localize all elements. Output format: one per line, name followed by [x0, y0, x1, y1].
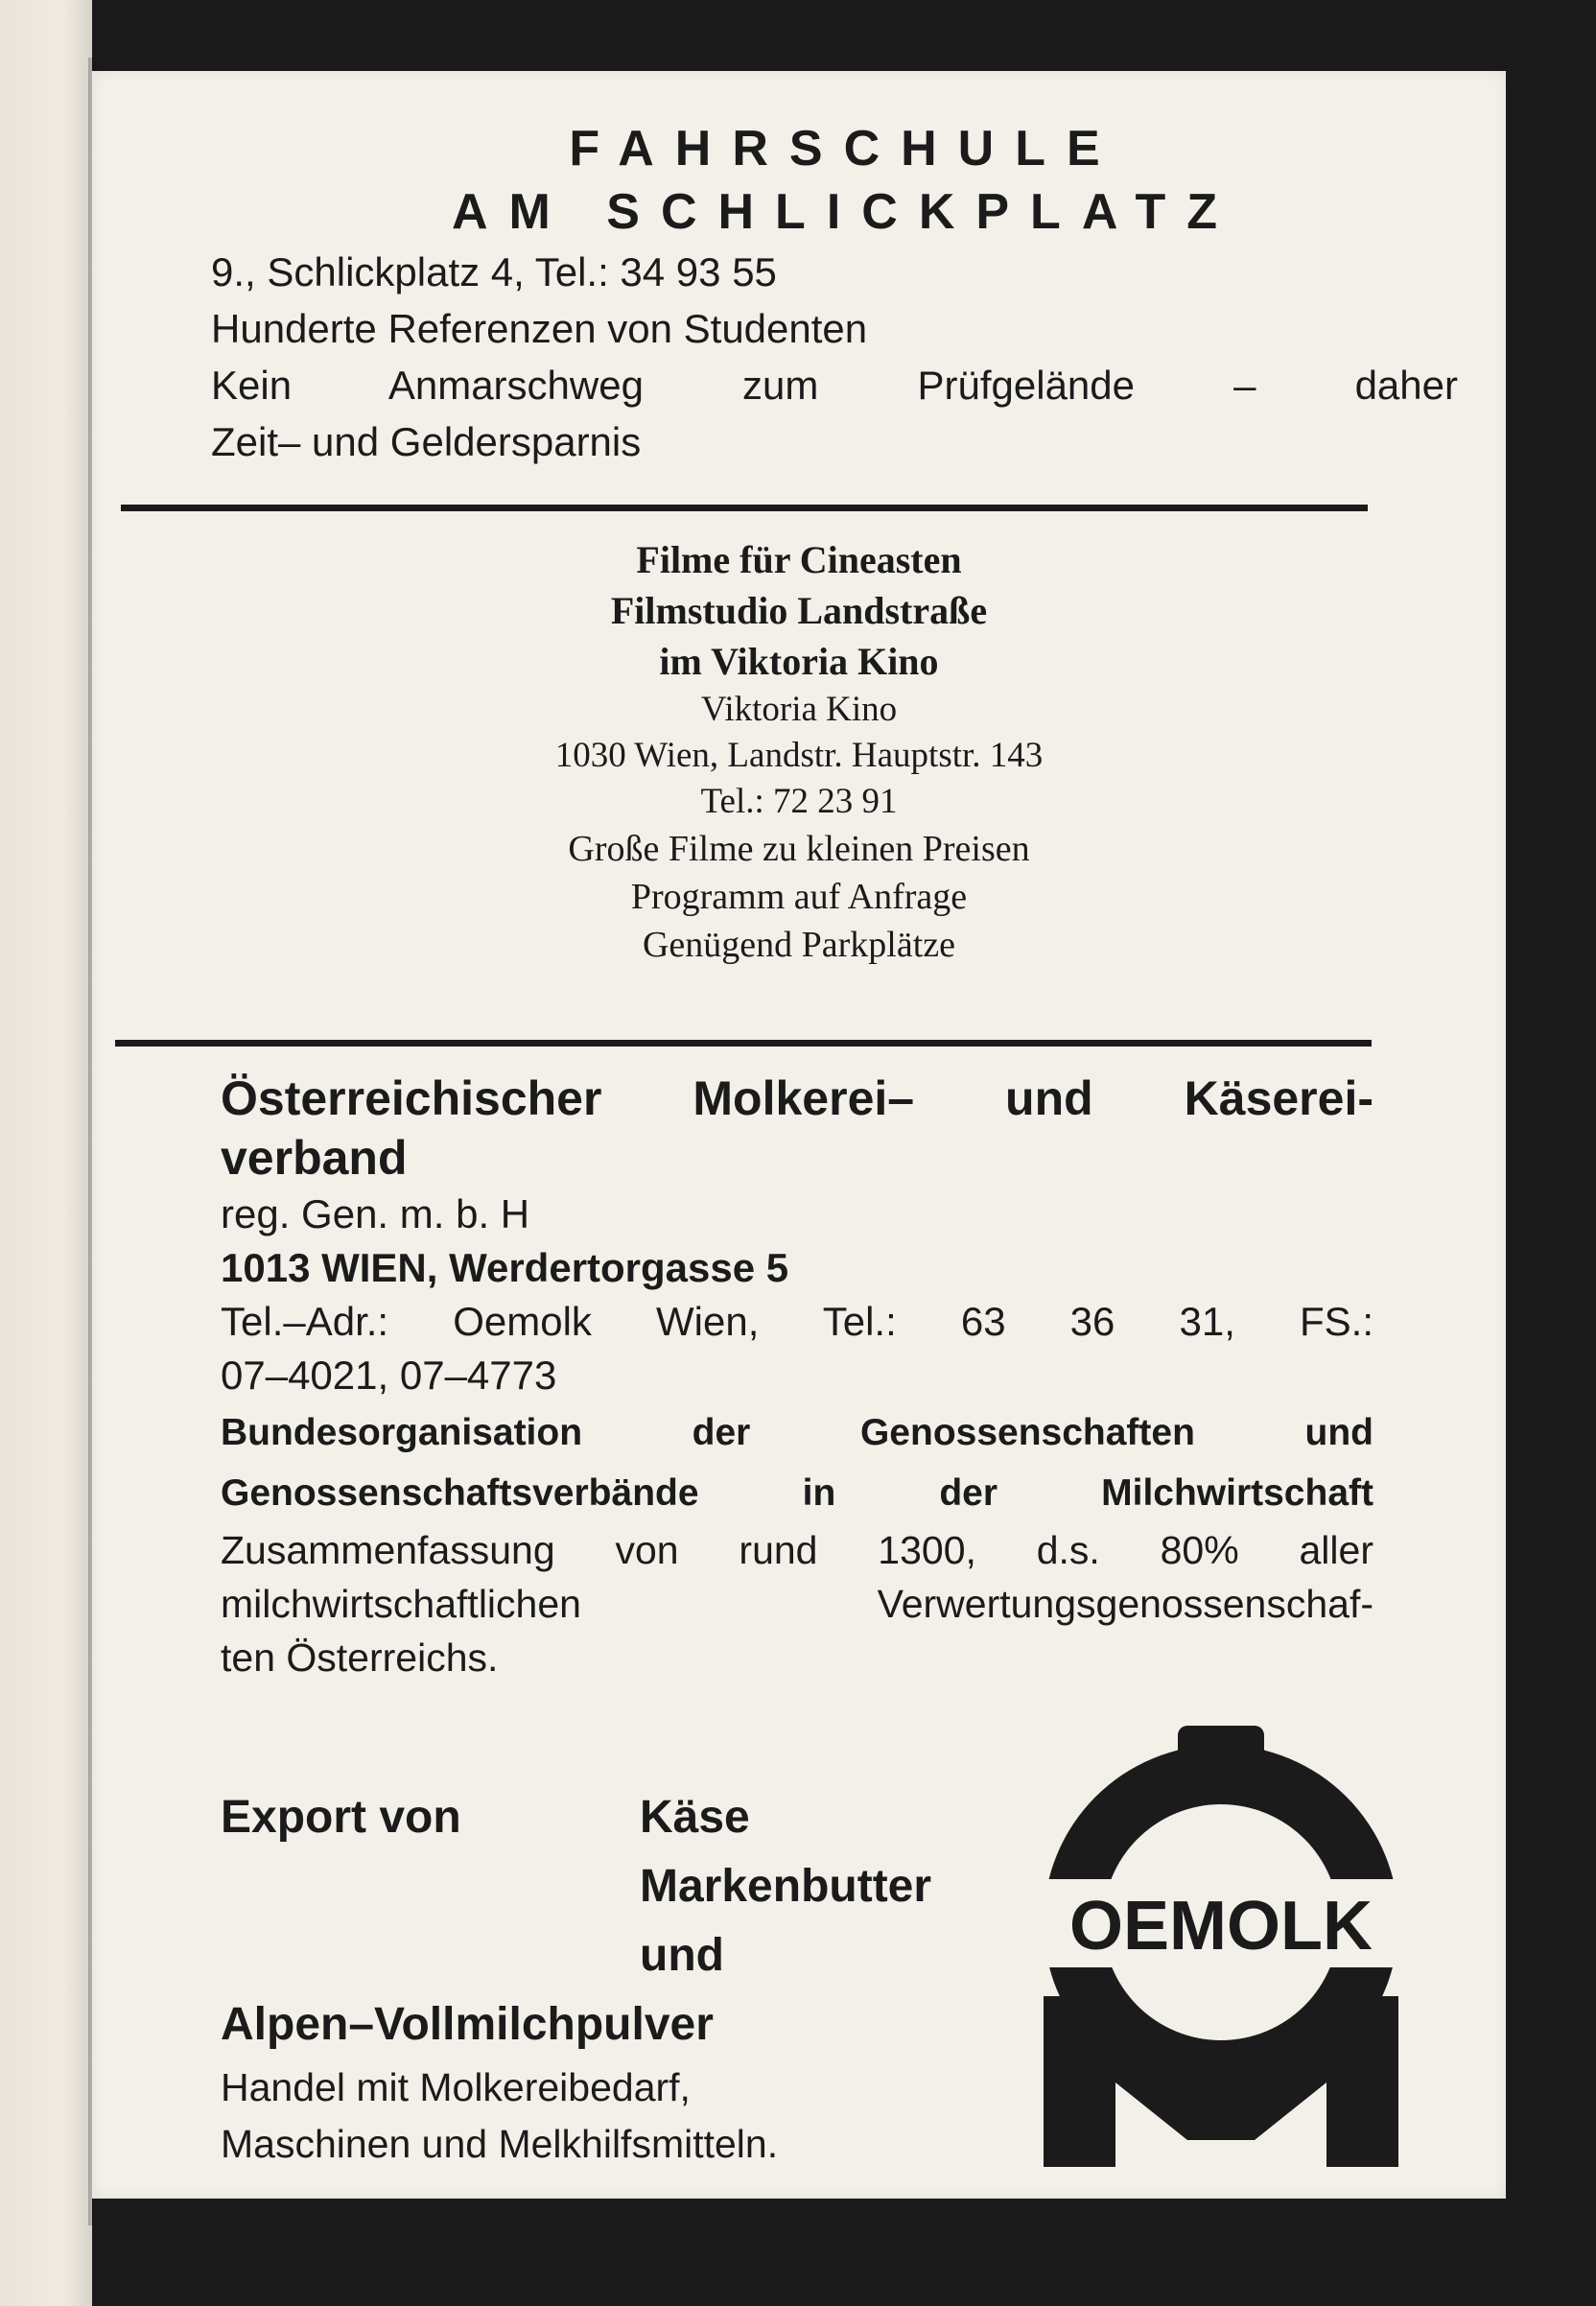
trade-line-1: Handel mit Molkereibedarf,	[221, 2065, 691, 2109]
cinema-slogan-1: Große Filme zu kleinen Preisen	[568, 829, 1030, 869]
export-item-butter: Markenbutter	[640, 1861, 932, 1912]
driving-school-line-3: Zeit– und Geldersparnis	[211, 419, 642, 464]
driving-school-heading-2: AM SCHLICKPLATZ	[451, 184, 1239, 240]
driving-school-line-2: Kein Anmarschweg zum Prüfgelände – daher	[211, 363, 1458, 408]
dairy-desc-line-3: ten Österreichs.	[221, 1635, 499, 1680]
export-row-2	[221, 1852, 1084, 1921]
export-label: Export von	[221, 1792, 461, 1843]
dairy-org-line-1: Bundesorganisation der Genossenschaften und	[221, 1412, 1373, 1453]
dairy-desc-line-2: milchwirtschaftlichen Verwertungsgenossenschaf-	[221, 1582, 1373, 1626]
export-item-milk-powder: Alpen–Vollmilchpulver	[221, 1999, 714, 2050]
export-row-3	[221, 1921, 1084, 1990]
advertisement-page	[92, 71, 1506, 2199]
dairy-legal-form: reg. Gen. m. b. H	[221, 1191, 530, 1236]
dairy-association-ad	[221, 1069, 1373, 1684]
dairy-desc-line-1: Zusammenfassung von rund 1300, d.s. 80% aller	[221, 1528, 1373, 1572]
dairy-contact-line-2: 07–4021, 07–4773	[221, 1353, 557, 1398]
dairy-contact-line-1: Tel.–Adr.: Oemolk Wien, Tel.: 63 36 31, FS.:	[221, 1299, 1373, 1344]
cinema-slogan-2: Programm auf Anfrage	[630, 877, 968, 917]
oemolk-logo-text: OEMOLK	[1069, 1888, 1373, 1965]
driving-school-address: 9., Schlickplatz 4, Tel.: 34 93 55	[211, 249, 777, 294]
divider-rule-2	[115, 1040, 1372, 1047]
dairy-name-line-1: Österreichischer Molkerei– und Käserei-	[221, 1071, 1373, 1125]
cinema-phone: Tel.: 72 23 91	[700, 782, 898, 821]
driving-school-line-1: Hunderte Referenzen von Studenten	[211, 306, 868, 351]
export-row-1	[221, 1783, 1084, 1852]
driving-school-ad	[211, 117, 1458, 470]
divider-rule-1	[121, 505, 1368, 511]
export-section	[221, 1783, 1084, 2173]
driving-school-heading-1: FAHRSCHULE	[569, 121, 1121, 176]
oemolk-logo	[1005, 1726, 1437, 2167]
cinema-title-1: Filme für Cineasten	[636, 538, 962, 581]
cinema-address: 1030 Wien, Landstr. Hauptstr. 143	[554, 736, 1044, 775]
dairy-org-line-2: Genossenschaftsverbände in der Milchwirtschaft	[221, 1472, 1373, 1514]
trade-line-2: Maschinen und Melkhilfsmitteln.	[221, 2122, 779, 2166]
dairy-name-line-2: verband	[221, 1131, 408, 1185]
cinema-title-2: Filmstudio Landstraße	[610, 589, 988, 632]
facing-page-edge	[0, 0, 92, 2306]
cinema-name: Viktoria Kino	[700, 690, 898, 729]
dairy-address: 1013 WIEN, Werdertorgasse 5	[221, 1245, 789, 1290]
cinema-title-3: im Viktoria Kino	[659, 640, 939, 683]
export-item-and: und	[640, 1930, 724, 1981]
cinema-ad	[92, 534, 1506, 969]
export-item-cheese: Käse	[640, 1792, 750, 1843]
cinema-slogan-3: Genügend Parkplätze	[642, 925, 956, 965]
